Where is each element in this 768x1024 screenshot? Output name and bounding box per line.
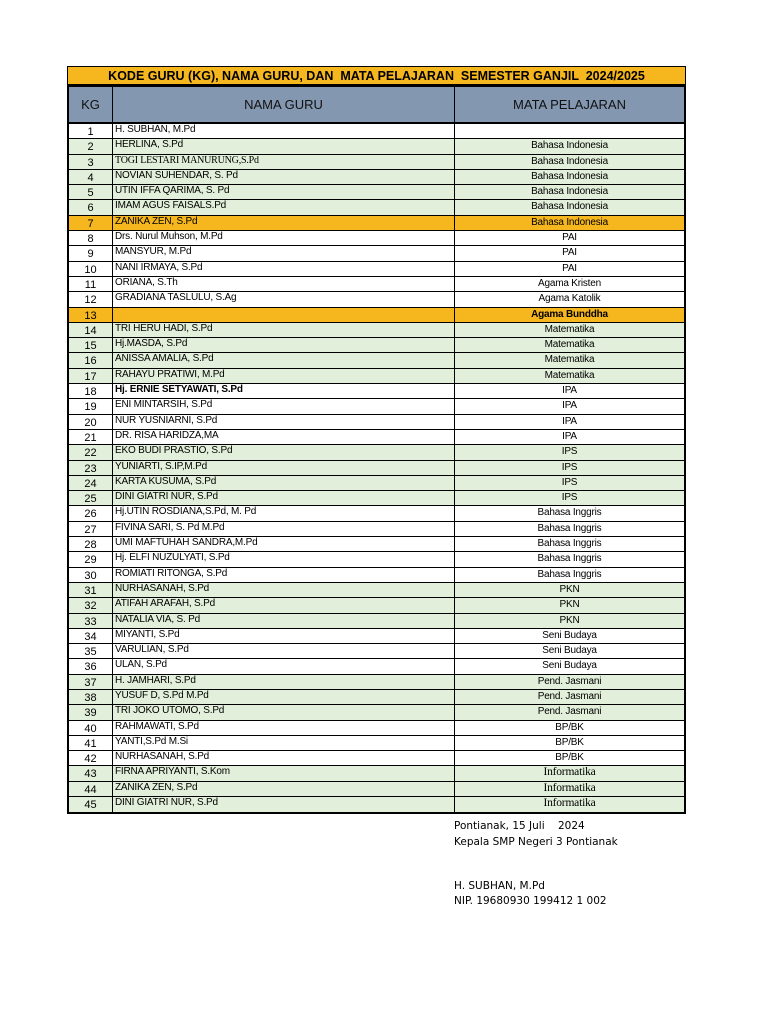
table-row: [69, 552, 684, 567]
nama-guru-cell: RAHMAWATI, S.Pd: [112, 721, 454, 735]
mata-pelajaran-cell: IPS: [454, 476, 684, 490]
table-row: [69, 721, 684, 736]
table-row: [69, 782, 684, 797]
nama-guru-cell: NURHASANAH, S.Pd: [112, 583, 454, 597]
kode-guru-cell: 33: [84, 615, 97, 628]
mata-pelajaran-cell: Bahasa Inggris: [454, 552, 684, 566]
kode-guru-cell: 27: [84, 523, 97, 536]
kode-guru-cell: 28: [84, 539, 97, 552]
nama-guru-cell: Hj. ELFI NUZULYATI, S.Pd: [112, 552, 454, 566]
table-row: [69, 231, 684, 246]
table-row: [69, 399, 684, 414]
kode-guru-cell: 23: [84, 462, 97, 475]
nama-guru-cell: YUNIARTI, S.IP,M.Pd: [112, 461, 454, 475]
nama-guru-cell: UMI MAFTUHAH SANDRA,M.Pd: [112, 537, 454, 551]
table-row: [69, 766, 684, 781]
nama-guru-cell: ORIANA, S.Th: [112, 277, 454, 291]
kode-guru-cell: 30: [84, 569, 97, 582]
table-row: [69, 369, 684, 384]
table-row: [69, 185, 684, 200]
nama-guru-cell: H. SUBHAN, M.Pd: [112, 124, 454, 138]
mata-pelajaran-cell: BP/BK: [454, 736, 684, 750]
nama-guru-cell: FIRNA APRIYANTI, S.Kom: [112, 766, 454, 780]
table-row: [69, 323, 684, 338]
kode-guru-cell: 18: [84, 386, 97, 399]
table-row: [69, 308, 684, 323]
table-row: [69, 598, 684, 613]
table-row: [69, 139, 684, 154]
nama-guru-cell: Drs. Nurul Muhson, M.Pd: [112, 231, 454, 245]
nama-guru-cell: NOVIAN SUHENDAR, S. Pd: [112, 170, 454, 184]
table-row: [69, 353, 684, 368]
table-body: [69, 124, 684, 812]
nama-guru-cell: ANISSA AMALIA, S.Pd: [112, 353, 454, 367]
nama-guru-cell: MANSYUR, M.Pd: [112, 246, 454, 260]
nama-guru-cell: NANI IRMAYA, S.Pd: [112, 262, 454, 276]
mata-pelajaran-cell: IPA: [454, 430, 684, 444]
document-title: KODE GURU (KG), NAMA GURU, DAN MATA PELAJARAN SEMESTER GANJIL 2024/2025: [67, 66, 686, 85]
table-row: [69, 568, 684, 583]
table-row: [69, 200, 684, 215]
nama-guru-cell: NURHASANAH, S.Pd: [112, 751, 454, 765]
table-row: [69, 705, 684, 720]
kode-guru-cell: 42: [84, 753, 97, 766]
table-row: [69, 629, 684, 644]
mata-pelajaran-cell: Seni Budaya: [454, 629, 684, 643]
nama-guru-cell: ULAN, S.Pd: [112, 659, 454, 673]
mata-pelajaran-cell: PAI: [454, 262, 684, 276]
nama-guru-cell: IMAM AGUS FAISALS.Pd: [112, 200, 454, 214]
table-row: [69, 506, 684, 521]
kode-guru-cell: 12: [84, 294, 97, 307]
kode-guru-cell: 22: [84, 447, 97, 460]
kode-guru-cell: 45: [84, 799, 97, 812]
table-row: [69, 262, 684, 277]
mata-pelajaran-cell: Seni Budaya: [454, 659, 684, 673]
table-row: [69, 659, 684, 674]
mata-pelajaran-cell: Bahasa Indonesia: [454, 170, 684, 184]
kode-guru-cell: 13: [84, 309, 97, 322]
kode-guru-cell: 11: [84, 278, 97, 291]
table-row: [69, 690, 684, 705]
nama-guru-cell: UTIN IFFA QARIMA, S. Pd: [112, 185, 454, 199]
nama-guru-cell: Hj. ERNIE SETYAWATI, S.Pd: [112, 384, 454, 398]
kode-guru-cell: 44: [84, 783, 97, 796]
mata-pelajaran-cell: Bahasa Indonesia: [454, 200, 684, 214]
nama-guru-cell: HERLINA, S.Pd: [112, 139, 454, 153]
mata-pelajaran-cell: Informatika: [454, 766, 684, 780]
nama-guru-cell: RAHAYU PRATIWI, M.Pd: [112, 369, 454, 383]
kode-guru-cell: 15: [84, 340, 97, 353]
table-row: [69, 644, 684, 659]
mata-pelajaran-cell: Bahasa Indonesia: [454, 216, 684, 230]
kode-guru-cell: 5: [87, 187, 94, 200]
nama-guru-cell: MIYANTI, S.Pd: [112, 629, 454, 643]
kode-guru-cell: 40: [84, 722, 97, 735]
nama-guru-cell: KARTA KUSUMA, S.Pd: [112, 476, 454, 490]
table-row: [69, 415, 684, 430]
mata-pelajaran-cell: IPS: [454, 445, 684, 459]
nama-guru-cell: EKO BUDI PRASTIO, S.Pd: [112, 445, 454, 459]
kode-guru-cell: 38: [84, 691, 97, 704]
mata-pelajaran-cell: Matematika: [454, 338, 684, 352]
mata-pelajaran-cell: IPS: [454, 491, 684, 505]
nama-guru-cell: TRI JOKO UTOMO, S.Pd: [112, 705, 454, 719]
kode-guru-cell: 25: [84, 493, 97, 506]
nama-guru-cell: VARULIAN, S.Pd: [112, 644, 454, 658]
kode-guru-cell: 14: [84, 324, 97, 337]
nama-guru-cell: ZANIKA ZEN, S.Pd: [112, 782, 454, 796]
table-row: [69, 537, 684, 552]
mata-pelajaran-cell: IPA: [454, 399, 684, 413]
kode-guru-cell: 36: [84, 661, 97, 674]
mata-pelajaran-cell: Agama Katolik: [454, 292, 684, 306]
table-row: [69, 751, 684, 766]
nama-guru-cell: DR. RISA HARIDZA,MA: [112, 430, 454, 444]
table-row: [69, 675, 684, 690]
nama-guru-cell: ENI MINTARSIH, S.Pd: [112, 399, 454, 413]
mata-pelajaran-cell: Pend. Jasmani: [454, 675, 684, 689]
header-nama-guru: NAMA GURU: [112, 87, 454, 122]
kode-guru-cell: 34: [84, 630, 97, 643]
kode-guru-cell: 24: [84, 477, 97, 490]
mata-pelajaran-cell: Bahasa Indonesia: [454, 139, 684, 153]
mata-pelajaran-cell: PAI: [454, 231, 684, 245]
mata-pelajaran-cell: IPA: [454, 384, 684, 398]
signature-position: Kepala SMP Negeri 3 Pontianak: [454, 836, 618, 848]
nama-guru-cell: GRADIANA TASLULU, S.Ag: [112, 292, 454, 306]
kode-guru-cell: 21: [84, 431, 97, 444]
mata-pelajaran-cell: PAI: [454, 246, 684, 260]
table-row: [69, 216, 684, 231]
nama-guru-cell: YANTI,S.Pd M.Si: [112, 736, 454, 750]
signature-nip: NIP. 19680930 199412 1 002: [454, 895, 607, 907]
mata-pelajaran-cell: [454, 124, 684, 138]
table-row: [69, 338, 684, 353]
table-row: [69, 522, 684, 537]
mata-pelajaran-cell: IPA: [454, 415, 684, 429]
kode-guru-cell: 2: [87, 141, 94, 154]
table-row: [69, 292, 684, 307]
kode-guru-cell: 4: [87, 171, 94, 184]
kode-guru-cell: 37: [84, 676, 97, 689]
kode-guru-cell: 16: [84, 355, 97, 368]
table-row: [69, 491, 684, 506]
nama-guru-cell: Hj.MASDA, S.Pd: [112, 338, 454, 352]
kode-guru-cell: 1: [87, 126, 94, 138]
kode-guru-cell: 43: [84, 768, 97, 781]
kode-guru-cell: 26: [84, 508, 97, 521]
table-row: [69, 384, 684, 399]
signature-name: H. SUBHAN, M.Pd: [454, 880, 545, 892]
nama-guru-cell: ROMIATI RITONGA, S.Pd: [112, 568, 454, 582]
kode-guru-cell: 3: [87, 156, 94, 169]
kode-guru-cell: 20: [84, 416, 97, 429]
nama-guru-cell: ATIFAH ARAFAH, S.Pd: [112, 598, 454, 612]
kode-guru-cell: 9: [87, 248, 94, 261]
kode-guru-cell: 32: [84, 600, 97, 613]
mata-pelajaran-cell: Informatika: [454, 797, 684, 812]
table-row: [69, 170, 684, 185]
nama-guru-cell: [112, 308, 454, 322]
mata-pelajaran-cell: Agama Kristen: [454, 277, 684, 291]
kode-guru-cell: 41: [84, 737, 97, 750]
mata-pelajaran-cell: PKN: [454, 583, 684, 597]
kode-guru-cell: 6: [87, 202, 94, 215]
kode-guru-cell: 7: [87, 217, 94, 230]
mata-pelajaran-cell: Seni Budaya: [454, 644, 684, 658]
kode-guru-cell: 31: [84, 584, 97, 597]
nama-guru-cell: ZANIKA ZEN, S.Pd: [112, 216, 454, 230]
mata-pelajaran-cell: Bahasa Inggris: [454, 568, 684, 582]
table-row: [69, 246, 684, 261]
header-kg: KG: [81, 97, 100, 112]
table-header: [69, 87, 684, 124]
mata-pelajaran-cell: Bahasa Indonesia: [454, 155, 684, 169]
nama-guru-cell: DINI GIATRI NUR, S.Pd: [112, 491, 454, 505]
nama-guru-cell: Hj.UTIN ROSDIANA,S.Pd, M. Pd: [112, 506, 454, 520]
mata-pelajaran-cell: Pend. Jasmani: [454, 705, 684, 719]
mata-pelajaran-cell: Bahasa Indonesia: [454, 185, 684, 199]
teacher-table: [67, 85, 686, 814]
mata-pelajaran-cell: Bahasa Inggris: [454, 506, 684, 520]
mata-pelajaran-cell: BP/BK: [454, 721, 684, 735]
nama-guru-cell: NATALIA VIA, S. Pd: [112, 614, 454, 628]
mata-pelajaran-cell: Pend. Jasmani: [454, 690, 684, 704]
header-mata-pelajaran: MATA PELAJARAN: [454, 87, 684, 122]
table-row: [69, 461, 684, 476]
mata-pelajaran-cell: BP/BK: [454, 751, 684, 765]
kode-guru-cell: 10: [84, 263, 97, 276]
table-row: [69, 124, 684, 139]
table-row: [69, 430, 684, 445]
mata-pelajaran-cell: Matematika: [454, 323, 684, 337]
table-row: [69, 476, 684, 491]
mata-pelajaran-cell: Informatika: [454, 782, 684, 796]
table-row: [69, 736, 684, 751]
nama-guru-cell: FIVINA SARI, S. Pd M.Pd: [112, 522, 454, 536]
mata-pelajaran-cell: Matematika: [454, 369, 684, 383]
table-row: [69, 155, 684, 170]
kode-guru-cell: 8: [87, 233, 94, 246]
kode-guru-cell: 39: [84, 707, 97, 720]
nama-guru-cell: DINI GIATRI NUR, S.Pd: [112, 797, 454, 812]
mata-pelajaran-cell: IPS: [454, 461, 684, 475]
table-row: [69, 277, 684, 292]
kode-guru-cell: 29: [84, 554, 97, 567]
nama-guru-cell: H. JAMHARI, S.Pd: [112, 675, 454, 689]
signature-place-date: Pontianak, 15 Juli 2024: [454, 820, 585, 832]
mata-pelajaran-cell: Agama Bunddha: [454, 308, 684, 322]
mata-pelajaran-cell: PKN: [454, 598, 684, 612]
mata-pelajaran-cell: PKN: [454, 614, 684, 628]
kode-guru-cell: 35: [84, 646, 97, 659]
table-row: [69, 614, 684, 629]
table-row: [69, 797, 684, 812]
mata-pelajaran-cell: Bahasa Inggris: [454, 522, 684, 536]
mata-pelajaran-cell: Bahasa Inggris: [454, 537, 684, 551]
table-row: [69, 583, 684, 598]
kode-guru-cell: 17: [84, 370, 97, 383]
nama-guru-cell: NUR YUSNIARNI, S.Pd: [112, 415, 454, 429]
mata-pelajaran-cell: Matematika: [454, 353, 684, 367]
nama-guru-cell: TOGI LESTARI MANURUNG,S.Pd: [112, 155, 454, 169]
nama-guru-cell: TRI HERU HADI, S.Pd: [112, 323, 454, 337]
kode-guru-cell: 19: [84, 401, 97, 414]
nama-guru-cell: YUSUF D, S.Pd M.Pd: [112, 690, 454, 704]
table-row: [69, 445, 684, 460]
